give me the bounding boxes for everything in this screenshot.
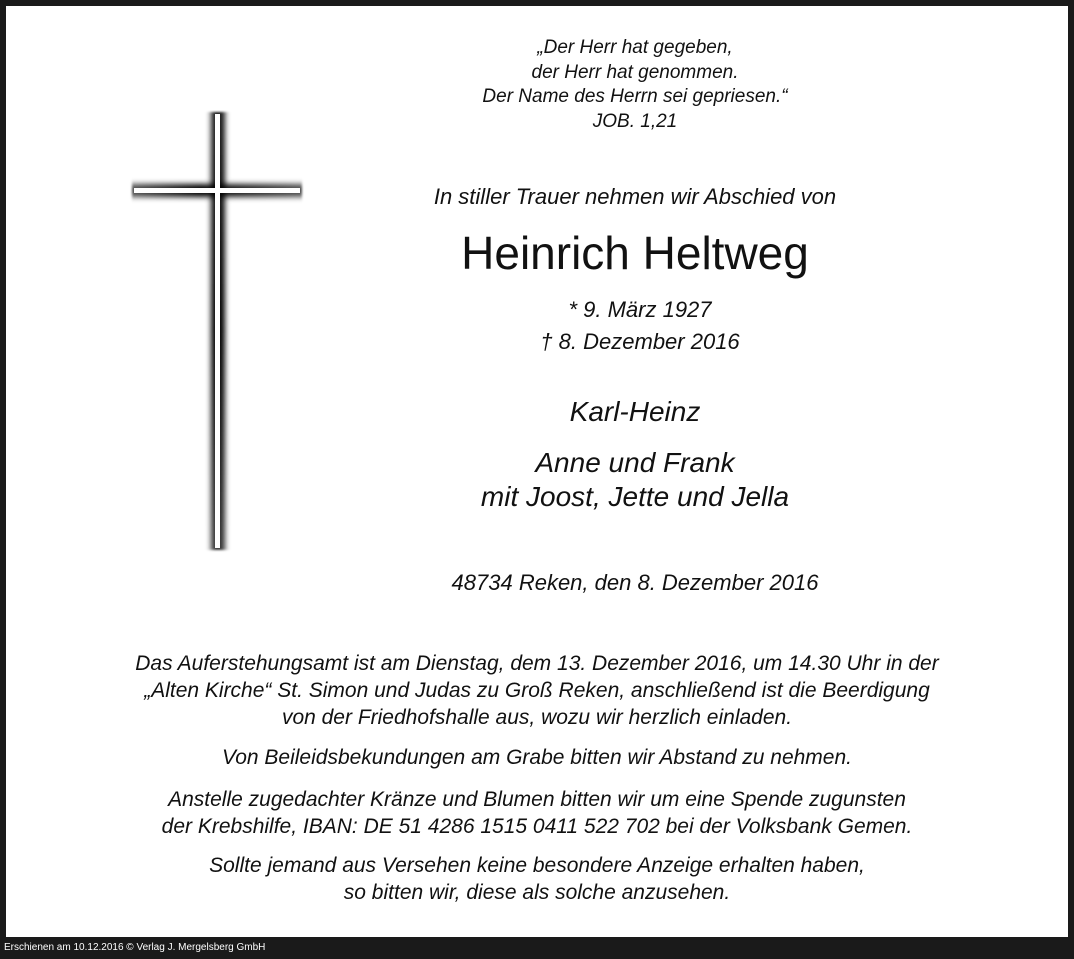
deceased-name: Heinrich Heltweg (461, 227, 809, 279)
notice-line: Sollte jemand aus Versehen keine besondere Anzeige erhalten haben, (209, 854, 865, 877)
notice-note (30, 852, 1044, 906)
donation-line: der Krebshilfe, IBAN: DE 51 4286 1515 0411 522 702 bei der Volksbank Gemen. (161, 815, 913, 838)
birth-date: * 9. März 1927 (568, 297, 712, 322)
condolences-line: Von Beileidsbekundungen am Grabe bitten wir Abstand zu nehmen. (221, 746, 852, 769)
funeral-line: Das Auferstehungsamt ist am Dienstag, dem 13. Dezember 2016, um 14.30 Uhr in der (135, 652, 939, 675)
family-line: mit Joost, Jette und Jella (480, 481, 790, 512)
bible-quote (400, 36, 870, 134)
cross-icon (128, 110, 308, 560)
funeral-line: von der Friedhofshalle aus, wozu wir herzlich einladen. (281, 706, 793, 729)
family-line: Anne und Frank (535, 447, 735, 478)
place-date: 48734 Reken, den 8. Dezember 2016 (451, 570, 819, 595)
quote-line: Der Name des Herrn sei gepriesen.“ (482, 86, 788, 107)
donation-note (30, 786, 1044, 840)
death-date: † 8. Dezember 2016 (540, 329, 740, 354)
family-line: Karl-Heinz (569, 396, 701, 427)
funeral-info (30, 650, 1044, 731)
intro-text: In stiller Trauer nehmen wir Abschied von (433, 184, 837, 209)
publication-footer: Erschienen am 10.12.2016 © Verlag J. Mergelsberg GmbH (4, 942, 266, 953)
quote-line: „Der Herr hat gegeben, (537, 37, 733, 58)
funeral-line: „Alten Kirche“ St. Simon und Judas zu Groß Reken, anschließend ist die Beerdigung (144, 679, 930, 702)
quote-reference: JOB. 1,21 (592, 110, 678, 132)
notice-line: so bitten wir, diese als solche anzusehen. (343, 881, 731, 904)
condolences-note (30, 744, 1044, 771)
quote-line: der Herr hat genommen. (531, 61, 739, 83)
donation-line: Anstelle zugedachter Kränze und Blumen bitten wir um eine Spende zugunsten (168, 788, 906, 811)
family-group (380, 446, 890, 514)
life-dates (440, 294, 840, 358)
